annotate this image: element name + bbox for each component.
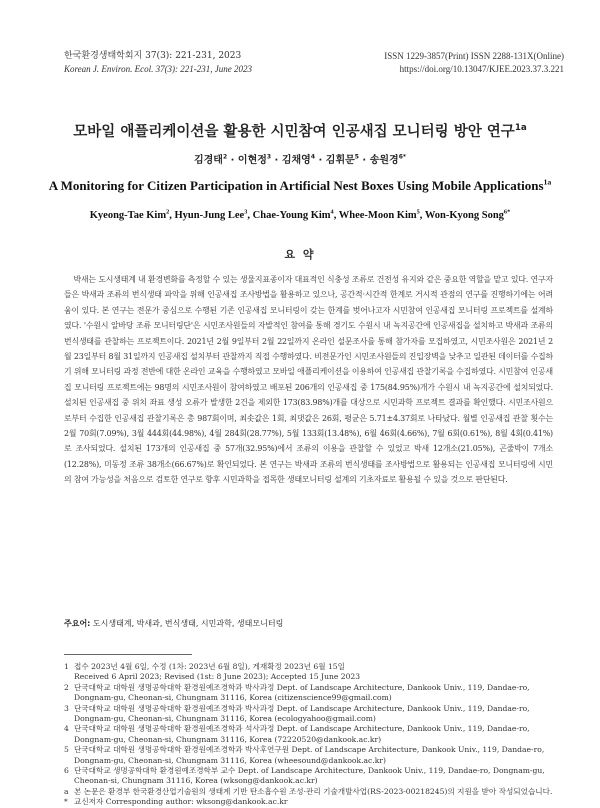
author-ko-separator: ·: [227, 155, 238, 166]
keywords-list: 도시생태계, 박새과, 번식생태, 시민과학, 생태모니터링: [90, 619, 284, 628]
footnote-text: 본 논문은 환경부 한국환경산업기술원의 생태계 기반 탄소흡수원 조성·관리 기술개발사업(RS-2023-00218245)의 지원을 받아 작성되었습니다.: [74, 786, 553, 796]
title-english: [0, 178, 600, 194]
author-en-affiliation-mark: 4: [330, 208, 334, 216]
doi-link[interactable]: https://doi.org/10.13047/KJEE.2023.37.3.221: [399, 64, 564, 74]
footnote-item: [64, 787, 556, 797]
footnote-item: [64, 683, 556, 704]
authors-english: [0, 210, 600, 221]
author-en-name: Chae-Young Kim: [252, 210, 331, 221]
footnote-mark: a: [64, 786, 69, 796]
footnote-item: [64, 672, 556, 682]
author-en-affiliation-mark: 3: [244, 208, 248, 216]
author-en-name: Hyun-Jung Lee: [174, 210, 245, 221]
footnote-mark: *: [64, 797, 68, 807]
footnote-item: [64, 766, 556, 787]
footnote-text: 단국대학교 생명공학대학 환경원예조경학부 교수 Dept. of Landscape Architecture, Dankook Univ., 119, Dandae-ro, Dongnam-gu, Cheonan-si, Chungnam 31116, Korea (wksong@dankook.ac.kr): [74, 766, 545, 786]
title-korean-footnote-mark: 1a: [514, 123, 527, 134]
author-ko-separator: ·: [358, 155, 370, 166]
footnote-text: 단국대학교 대학원 생명공학대학 환경원예조경학과 박사후연구원 Dept. of Landscape Architecture, Dankook Univ., 119, Dandae-ro, Dongnam-gu, Cheonan-si, Chungnam 31116, Korea (wheesound@dankook.ac.kr): [74, 745, 545, 765]
title-korean: [0, 120, 600, 141]
author-ko-name: 김채영: [281, 155, 311, 166]
footnotes-list: [64, 662, 556, 808]
author-en-separator: ,: [169, 210, 175, 221]
author-ko-affiliation-mark: 4: [310, 153, 316, 161]
abstract-heading: 요 약: [284, 248, 316, 261]
author-en-affiliation-mark: 5: [416, 208, 420, 216]
footnote-item: [64, 797, 556, 807]
author-ko-separator: ·: [315, 155, 326, 166]
footnote-text: 접수 2023년 4월 6일, 수정 (1차: 2023년 6월 8일), 게재확정 2023년 6월 15일: [74, 662, 345, 671]
footnote-text: 교신저자 Corresponding author: wksong@dankook.ac.kr: [74, 797, 288, 807]
abstract-body: 박새는 도시생태계 내 환경변화를 측정할 수 있는 생물지표종이자 대표적인 식충성 조류로 건전성 유지와 같은 중요한 역할을 맡고 있다. 연구자들은 박새과 조류의 번식생태 파악을 위해 인공새집 조사방법을 활용하고 있으나, 공간적·시간적 한계로 거시적 관점의 연구를 진행하기에는 어려움이 있다. 본 연구는 전문가 중심으로 수행된 기존 인공새집 모니터링이 갖는 한계를 벗어나고자 시민참여 인공새집 모니터링 프로젝트를 설계하였다. '수원시 알바당 조류 모니터링단'은 시민조사원들의 자발적인 참여를 통해 경기도 수원시 내 녹지공간에 인공새집을 설치하고 박새과 조류의 번식생태를 관찰하는 프로젝트이다. 2021년 2월 9일부터 2월 22일까지 온라인 설문조사를 통해 참가자를 모집하였고, 시민조사원은 2021년 2월 23일부터 8월 31일까지 인공새집 설치부터 관찰까지 직접 수행하였다. 비전문가인 시민조사원들의 진입장벽을 낮추고 일관된 데이터를 수집하기 위해 모니터링 과정 전반에 대한 온라인 교육을 수행하였고 모바일 애플리케이션을 이용하여 인공새집 관찰기록을 수집하였다. 시민참여 인공새집 모니터링 프로젝트에는 98명의 시민조사원이 참여하였고 배포된 206개의 인공새집 중 175(84.95%)개가 수원시 내 녹지공간에 설치되었다. 설치된 인공새집 중 위치 좌표 생성 오류가 발생한 2건을 제외한 173(83.98%)개를 대상으로 시민과학 프로젝트 결과를 확인했다. 시민조사원으로부터 수집한 인공새집 관찰기록은 총 987회이며, 최솟값은 1회, 최댓값은 26회, 평균은 5.71±4.37회로 나타났다. 월별 인공새집 관찰 횟수는 2월 70회(7.09%), 3월 444회(44.98%), 4월 284회(28.77%), 5월 133회(13.48%), 6월 46회(4.66%), 7월 6회(0.61%), 8월 4회(0.41%)로 조사되었다. 설치된 173개의 인공새집 중 57개(32.95%)에서 조류의 이용을 관찰할 수 있었고 박새 12개소(21.05%), 곤줄박이 7개소(12.28%), 미동정 조류 38개소(66.67%)로 확인되었다. 본 연구는 박새과 조류의 번식생태를 조사방법으로 활용되는 인공새집 모니터링에 시민의 참여 가능성을 처음으로 검토한 연구로 향후 시민과학을 접목한 생태모니터링 설계의 기초자료로 활용될 수 있을 것으로 판단된다.: [64, 275, 553, 485]
author-ko-name: 김휘문: [325, 155, 355, 166]
issn-line: ISSN 1229-3857(Print) ISSN 2288-131X(Online): [384, 51, 564, 61]
author-ko-affiliation-mark: 2: [222, 153, 228, 161]
footnote-mark: 5: [64, 745, 69, 755]
footnote-mark: [64, 672, 74, 682]
journal-citation: [64, 50, 252, 76]
keywords-line: [64, 618, 283, 629]
author-ko-name: 송원경: [369, 155, 399, 166]
author-ko-affiliation-mark: 6*: [398, 153, 407, 161]
footnote-text: 단국대학교 대학원 생명공학대학 환경원예조경학과 박사과정 Dept. of Landscape Architecture, Dankook Univ., 119, Dandae-ro, Dongnam-gu, Cheonan-si, Chungnam 31116, Korea (ecologyahoo@gmail.com): [74, 703, 530, 724]
footnote-item: [64, 745, 556, 766]
footnote-mark: 2: [64, 682, 69, 692]
footnote-divider: [64, 654, 192, 655]
footnote-mark: 4: [64, 724, 69, 734]
author-en-name: Won-Kyong Song: [424, 210, 504, 221]
journal-name-en: Korean J. Environ. Ecol. 37(3): 221-231, June 2023: [64, 64, 253, 74]
footnote-item: [64, 724, 556, 745]
footnote-item: [64, 704, 556, 725]
author-ko-separator: ·: [271, 155, 282, 166]
footnote-text: 단국대학교 대학원 생명공학대학 환경원예조경학과 박사과정 Dept. of Landscape Architecture, Dankook Univ., 119, Dandae-ro, Dongnam-gu, Cheonan-si, Chungnam 31116, Korea (citizenscience99@gmail.com): [74, 682, 530, 703]
author-en-affiliation-mark: 6*: [503, 208, 511, 216]
footnote-mark: 6: [64, 766, 69, 776]
journal-name-ko: 한국환경생태학회지 37(3): 221-231, 2023: [64, 51, 242, 61]
footnote-text: 단국대학교 대학원 생명공학대학 환경원예조경학과 석사과정 Dept. of Landscape Architecture, Dankook Univ., 119, Dandae-ro, Dongnam-gu, Cheonan-si, Chungnam 31116, Korea (72220520@dankook.ac.kr): [74, 724, 530, 744]
author-en-affiliation-mark: 2: [166, 208, 170, 216]
footnote-text: Received 6 April 2023; Revised (1st: 8 June 2023); Accepted 15 June 2023: [74, 672, 361, 682]
journal-identifiers: [384, 50, 564, 76]
author-en-separator: ,: [419, 210, 425, 221]
footnote-item: [64, 662, 556, 672]
author-en-separator: ,: [247, 210, 253, 221]
authors-korean: [0, 151, 600, 166]
footnote-mark: 1: [64, 662, 69, 671]
keywords-label: 주요어:: [64, 619, 91, 628]
title-english-footnote-mark: 1a: [543, 177, 552, 187]
author-ko-name: 이현정: [237, 155, 267, 166]
footnote-mark: 3: [64, 703, 69, 713]
title-korean-text: 모바일 애플리케이션을 활용한 시민참여 인공새집 모니터링 방안 연구: [73, 124, 515, 140]
author-en-name: Whee-Moon Kim: [338, 210, 417, 221]
author-ko-name: 김경태: [193, 155, 223, 166]
title-english-text: A Monitoring for Citizen Participation in Artificial Nest Boxes Using Mobile Applications: [48, 178, 544, 193]
author-en-separator: ,: [333, 210, 339, 221]
author-en-name: Kyeong-Tae Kim: [89, 210, 167, 221]
author-ko-affiliation-mark: 3: [266, 153, 272, 161]
author-ko-affiliation-mark: 5: [354, 153, 359, 161]
